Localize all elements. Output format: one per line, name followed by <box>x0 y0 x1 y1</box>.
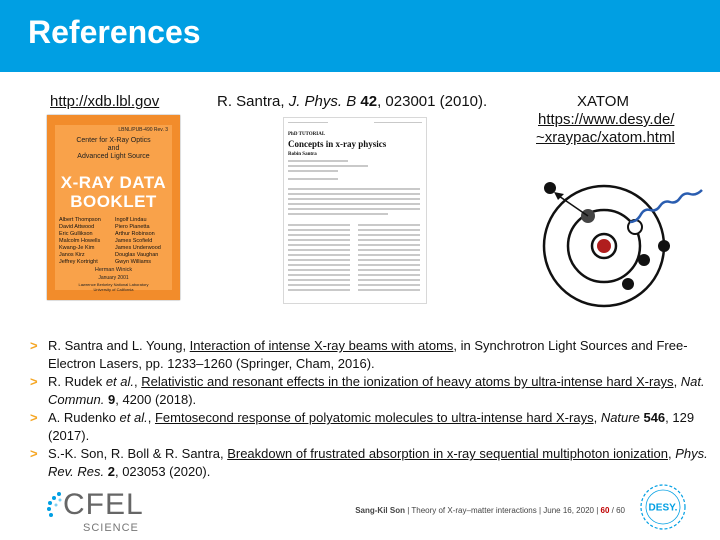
ref-title-link[interactable]: Femtosecond response of polyatomic molecules to ultra-intense hard X-rays <box>154 410 594 425</box>
paper-text-line <box>288 264 350 266</box>
booklet-cover <box>55 125 172 290</box>
paper-text-line <box>374 122 422 123</box>
electron <box>658 240 670 252</box>
ref-etal: et al. <box>119 410 148 425</box>
xdb-link[interactable]: http://xdb.lbl.gov <box>50 93 160 110</box>
reference-item <box>30 337 710 373</box>
paper-text-line <box>288 254 350 256</box>
paper-text-line <box>288 229 350 231</box>
booklet-author: Piero Pianetta <box>115 224 150 230</box>
booklet-author: Eric Gullikson <box>59 231 93 237</box>
reference-item <box>30 445 710 481</box>
footer-page-current: 60 <box>600 506 610 515</box>
bullet-icon: > <box>30 374 38 389</box>
cfel-subtitle: SCIENCE <box>83 522 139 534</box>
booklet-center-line3: Advanced Light Source <box>77 153 150 160</box>
reference-item <box>30 373 710 409</box>
footer-info <box>355 506 625 515</box>
electron <box>638 254 650 266</box>
paper-text-line <box>288 239 350 241</box>
ref-rest: , in Synchrotron Light Sources and Free-Electron Lasers, pp. 1233–1260 (Springer, Cham, 2016). <box>48 338 688 371</box>
desy-wordmark: DESY. <box>648 502 678 514</box>
ref-rest: , 4200 (2018). <box>115 392 197 407</box>
booklet-editor: Herman Winick <box>94 267 133 273</box>
booklet-names-left <box>59 217 101 266</box>
paper-text-line <box>358 289 420 291</box>
santra-suffix: , 023001 (2010). <box>377 93 488 110</box>
nucleus <box>597 239 611 253</box>
paper-text-line <box>358 259 420 261</box>
booklet-footer2: University of California <box>93 287 134 292</box>
paper-text-line <box>288 269 350 271</box>
paper-text-line <box>288 274 350 276</box>
paper-text-line <box>358 229 420 231</box>
photon-wave-icon <box>630 190 702 222</box>
ref-journal: Nat. Commun. <box>48 374 705 407</box>
reference-list <box>30 337 710 481</box>
paper-text-line <box>288 170 338 172</box>
ref-volume: 2 <box>107 464 115 479</box>
booklet-center-line2: and <box>107 145 120 152</box>
booklet-author: Ingolf Lindau <box>115 217 147 223</box>
paper-text-line <box>358 244 420 246</box>
booklet-author: David Attwood <box>59 224 95 230</box>
booklet-date: January 2001 <box>98 275 129 281</box>
paper-text-line <box>288 193 420 195</box>
paper-text-line <box>288 178 338 180</box>
paper-text-line <box>288 279 350 281</box>
ref-title-link[interactable]: Interaction of intense X-ray beams with atoms <box>189 338 454 353</box>
paper-text-line <box>288 289 350 291</box>
paper-text-line <box>358 249 420 251</box>
cfel-wordmark: CFEL <box>63 488 144 521</box>
ref-journal-sep: , <box>668 446 676 461</box>
paper-text-line <box>288 284 350 286</box>
xray-booklet-image <box>47 115 180 300</box>
booklet-author: James Underwood <box>115 245 161 251</box>
ref-journal: Phys. Rev. Res. <box>48 446 708 479</box>
ref-authors: R. Santra and L. Young, <box>48 338 190 353</box>
ref-journal-sep: , <box>593 410 601 425</box>
paper-text-line <box>288 234 350 236</box>
paper-category: PhD TUTORIAL <box>288 132 326 137</box>
paper-text-line <box>288 165 368 167</box>
booklet-author: James Scofield <box>115 238 153 244</box>
footer-talk-info: | Theory of X-ray–matter interactions | June 16, 2020 | <box>404 506 601 515</box>
bullet-icon: > <box>30 446 38 461</box>
ref-title-link[interactable]: Breakdown of frustrated absorption in x-ray sequential multiphoton ionization <box>227 446 668 461</box>
santra-journal: J. Phys. B <box>288 93 357 110</box>
xatom-link-line2[interactable]: ~xraypac/xatom.html <box>536 129 675 146</box>
ref-authors-sep: , <box>147 410 155 425</box>
footer-page-total: / 60 <box>609 506 625 515</box>
ref-volume: 9 <box>107 392 116 407</box>
booklet-title-line1: X-RAY DATA <box>60 173 167 192</box>
ref-volume: 546 <box>643 410 666 425</box>
paper-text-line <box>288 213 388 215</box>
ref-authors: A. Rudenko <box>48 410 120 425</box>
paper-text-line <box>358 264 420 266</box>
booklet-author: Kwang-Je Kim <box>59 245 95 251</box>
paper-text-line <box>288 208 420 210</box>
ref-etal: et al. <box>105 374 134 389</box>
paper-text-line <box>358 269 420 271</box>
paper-text-line <box>288 203 420 205</box>
santra-authors: R. Santra, <box>217 93 289 110</box>
paper-text-line <box>358 279 420 281</box>
footer-presenter: Sang-Kil Son <box>355 506 405 515</box>
paper-text-line <box>358 224 420 226</box>
paper-text-line <box>288 160 348 162</box>
booklet-author: Janos Kirz <box>59 252 85 258</box>
ref-journal: Nature <box>600 410 640 425</box>
santra-paper-thumbnail <box>283 117 427 304</box>
paper-text-line <box>288 122 328 123</box>
booklet-author: Douglas Vaughan <box>115 252 159 258</box>
booklet-title-line2: BOOKLET <box>70 192 157 211</box>
ref-authors: S.-K. Son, R. Boll & R. Santra, <box>48 446 228 461</box>
santra-volume: 42 <box>360 93 378 110</box>
paper-text-line <box>358 274 420 276</box>
paper-text-line <box>288 249 350 251</box>
paper-text-line <box>358 284 420 286</box>
cfel-dots-icon <box>45 490 65 520</box>
booklet-author: Albert Thompson <box>59 217 101 223</box>
booklet-names-right <box>115 217 161 266</box>
santra-citation <box>217 93 487 110</box>
atom-diagram <box>530 150 720 340</box>
paper-author: Robin Santra <box>288 152 317 157</box>
ref-title-link[interactable]: Relativistic and resonant effects in the ionization of heavy atoms by ultra-intense hard X-rays <box>141 374 674 389</box>
booklet-footer1: Lawrence Berkeley National Laboratory <box>78 282 149 287</box>
bullet-icon: > <box>30 338 38 353</box>
paper-text-line <box>358 234 420 236</box>
xatom-link-line1[interactable]: https://www.desy.de/ <box>538 111 675 128</box>
paper-text-line <box>358 239 420 241</box>
electron <box>622 278 634 290</box>
paper-text-line <box>288 224 350 226</box>
booklet-title <box>55 173 172 211</box>
ref-authors-sep: , <box>134 374 142 389</box>
paper-text-line <box>288 198 420 200</box>
booklet-author: Gwyn Williams <box>115 259 152 265</box>
paper-text-line <box>288 244 350 246</box>
xatom-title: XATOM <box>577 93 629 110</box>
booklet-author: Arthur Robinson <box>115 231 155 237</box>
ref-rest: , 023053 (2020). <box>114 464 211 479</box>
paper-text-line <box>288 188 420 190</box>
slide-title: References <box>28 14 201 50</box>
ref-rest: , 129 (2017). <box>48 410 695 443</box>
booklet-pub-id: LBNL/PUB-490 Rev. 3 <box>118 127 168 133</box>
paper-text-line <box>358 254 420 256</box>
booklet-author: Malcolm Howells <box>59 238 101 244</box>
desy-logo <box>638 482 688 532</box>
paper-text-line <box>288 259 350 261</box>
reference-item <box>30 409 710 445</box>
booklet-author: Jeffrey Kortright <box>59 259 98 265</box>
booklet-center-line1: Center for X-Ray Optics <box>76 137 151 144</box>
ref-authors: R. Rudek <box>48 374 106 389</box>
paper-title: Concepts in x-ray physics <box>288 139 387 149</box>
bullet-icon: > <box>30 410 38 425</box>
title-bar <box>0 0 720 72</box>
ref-journal-sep: , <box>673 374 681 389</box>
